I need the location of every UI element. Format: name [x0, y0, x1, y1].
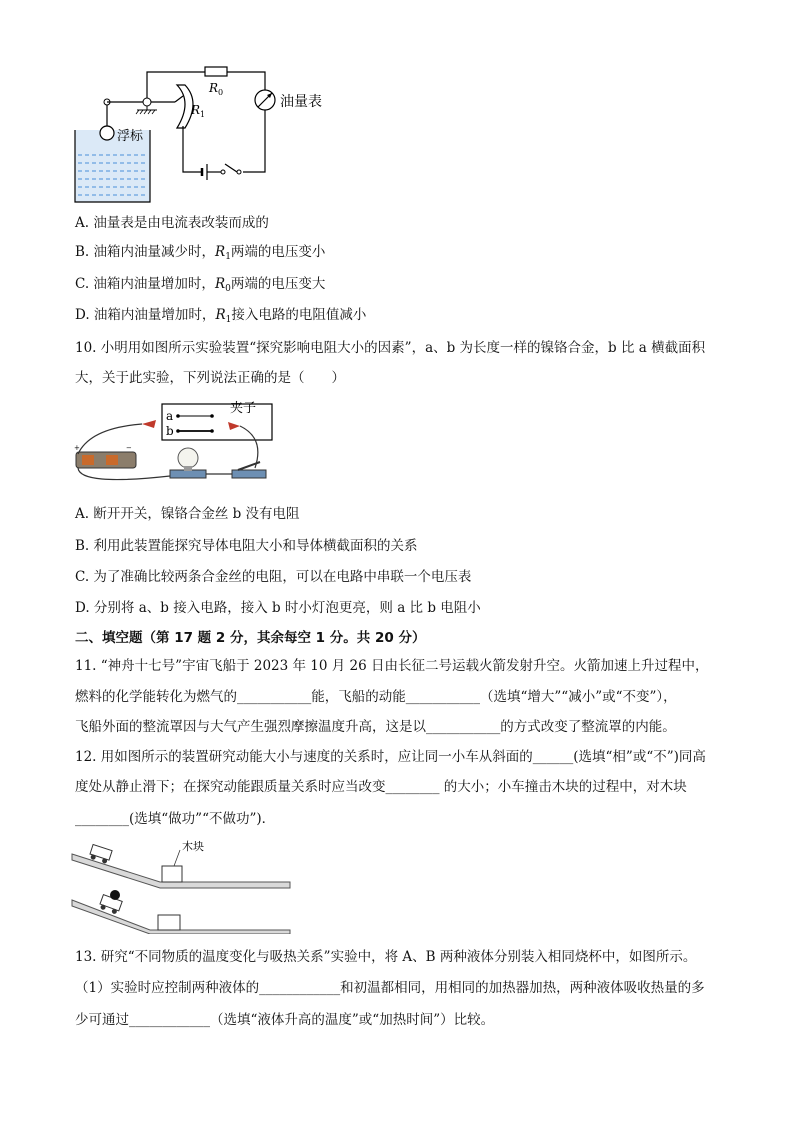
switch-base	[232, 470, 266, 478]
wood-block-upper	[162, 866, 182, 882]
q10-option-c: C. 为了准确比较两条合金丝的电阻，可以在电路中串联一个电压表	[75, 569, 472, 585]
clip-left	[142, 420, 156, 428]
r0-label: $R_0$	[209, 81, 224, 97]
q11-line1: 11. “神舟十七号”宇宙飞船于 2023 年 10 月 26 日由长征二号运载火箭发射升空。火箭加速上升过程中，	[75, 658, 709, 674]
section-2-title: 二、填空题（第 17 题 2 分，其余每空 1 分。共 20 分）	[75, 630, 426, 646]
q12-line2: 度处从静止滑下；在探究动能跟质量关系时应当改变________ 的大小；小车撞击木块的过程中，对木块	[75, 779, 687, 795]
lever-pivot	[143, 98, 151, 106]
ramp-cart-figure	[70, 834, 295, 934]
svg-text:−: −	[126, 444, 132, 452]
q13-line2: （1）实验时应控制两种液体的____________和初温都相同，用相同的加热器加热，两种液体吸收热量的多	[75, 980, 705, 996]
q9-option-b: B. 油箱内油量减少时，$R_1$两端的电压变小	[75, 244, 326, 262]
q10-option-b: B. 利用此装置能探究导体电阻大小和导体横截面积的关系	[75, 538, 418, 554]
q10-option-a: A. 断开开关，镍铬合金丝 b 没有电阻	[75, 506, 300, 522]
q9-option-a: A. 油量表是由电流表改装而成的	[75, 215, 269, 231]
wire-a-label: a	[166, 409, 174, 423]
r0-resistor	[205, 67, 227, 76]
bulb-icon	[178, 448, 198, 468]
oil-gauge-circuit-figure	[65, 60, 355, 210]
float-label: 浮标	[117, 129, 144, 144]
q11-line2: 燃料的化学能转化为燃气的___________能，飞船的动能___________（选填“增大”“减小”或“不变”），	[75, 689, 677, 705]
q10-option-d: D. 分别将 a、b 接入电路，接入 b 时小灯泡更亮，则 a 比 b 电阻小	[75, 600, 481, 616]
r1-label: $R_1$	[191, 103, 206, 119]
bulb-base	[170, 470, 206, 478]
switch-lever	[238, 462, 260, 470]
clip-label: 夹子	[230, 401, 257, 416]
q12-line3: ________(选填“做功”“不做功”)．	[75, 811, 276, 827]
float-ball	[100, 126, 114, 140]
q10-stem-line1: 10. 小明用如图所示实验装置“探究影响电阻大小的因素”，a、b 为长度一样的镍铬合金，b 比 a 横截面积	[75, 340, 706, 356]
q9-option-d: D. 油箱内油量增加时，$R_1$接入电路的电阻值减小	[75, 307, 367, 325]
q12-line1: 12. 用如图所示的装置研究动能大小与速度的关系时，应让同一小车从斜面的______(选填“相”或“不”)同高	[75, 749, 706, 765]
wood-block-label: 木块	[182, 840, 204, 853]
q11-line3: 飞船外面的整流罩因与大气产生强烈摩擦温度升高，这是以___________的方式改变了整流罩的内能。	[75, 719, 676, 735]
q13-line3: 少可通过____________（选填“液体升高的温度”或“加热时间”）比较。	[75, 1012, 495, 1028]
wood-block-lower	[158, 915, 180, 930]
svg-text:+: +	[74, 444, 80, 452]
weight-ball	[110, 890, 120, 900]
q13-line1: 13. 研究“不同物质的温度变化与吸热关系”实验中，将 A、B 两种液体分别装入相同烧杯中，如图所示。	[75, 949, 697, 965]
wire-b-label: b	[166, 424, 174, 438]
resistance-experiment-figure	[70, 398, 285, 490]
meter-label: 油量表	[280, 94, 322, 110]
q9-option-c: C. 油箱内油量增加时，$R_0$两端的电压变大	[75, 276, 326, 294]
switch	[225, 164, 237, 172]
q10-stem-line2: 大，关于此实验，下列说法正确的是（ ）	[75, 370, 345, 386]
